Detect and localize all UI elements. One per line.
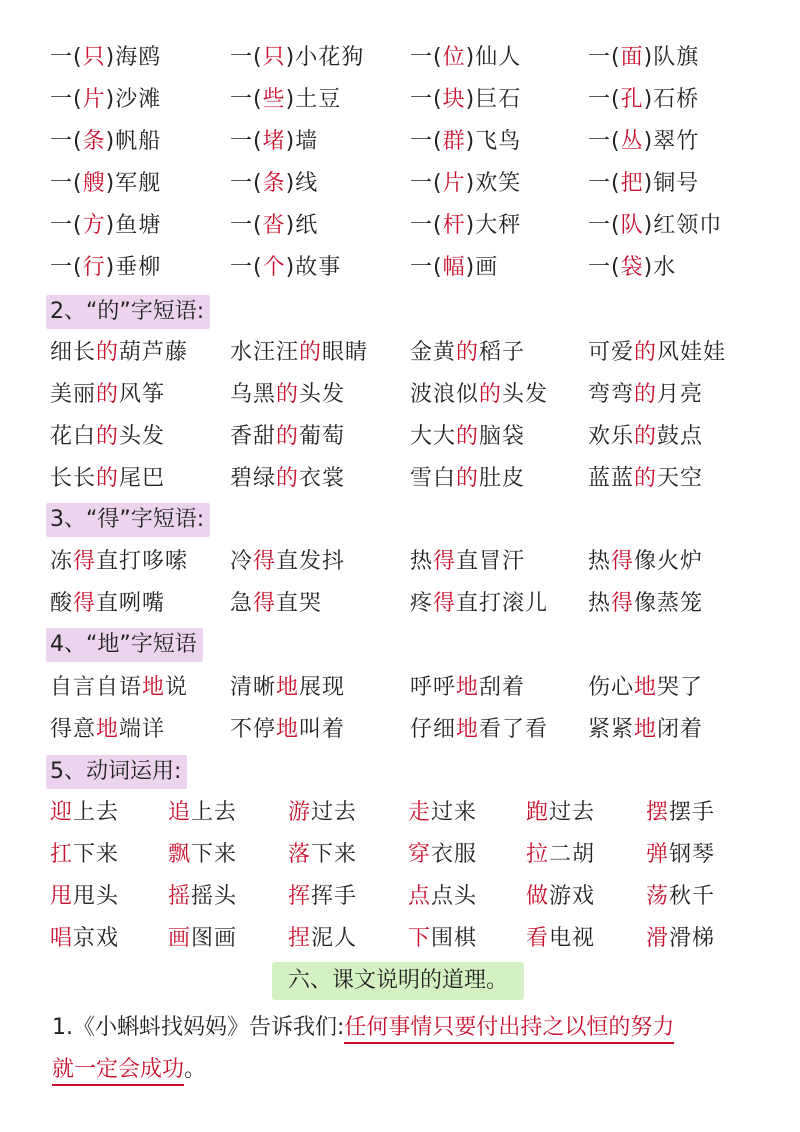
phrase-row (0, 542, 800, 582)
phrase-item: 热得像蒸笼 (588, 591, 704, 616)
verb-item: 游过去 (288, 800, 358, 825)
verb-item: 荡秋千 (646, 884, 716, 909)
phrase-item: 仔细地看了看 (410, 717, 549, 742)
phrase-item: 冷得直发抖 (230, 549, 346, 574)
section-heading-dei: 3、“得”字短语: (46, 503, 210, 537)
section-banner-lessons: 六、课文说明的道理。 (272, 962, 524, 1000)
phrase-row (0, 417, 800, 457)
phrase-item: 一(杆)大秤 (410, 213, 522, 238)
phrase-item: 急得直哭 (230, 591, 323, 616)
phrase-item: 一(只)小花狗 (230, 45, 365, 70)
verb-item: 摇摇头 (168, 884, 238, 909)
phrase-row (0, 668, 800, 708)
verb-row (0, 877, 800, 917)
phrase-item: 一(片)欢笑 (410, 171, 522, 196)
phrase-item: 冻得直打哆嗦 (50, 549, 189, 574)
phrase-item: 一(行)垂柳 (50, 255, 162, 280)
verb-item: 滑滑梯 (646, 926, 716, 951)
lesson-answer-continued: 就一定会成功 (52, 1057, 184, 1086)
lesson-suffix: 。 (184, 1057, 207, 1082)
phrase-item: 自言自语地说 (50, 675, 189, 700)
verb-row (0, 919, 800, 959)
phrase-item: 细长的葫芦藤 (50, 340, 189, 365)
phrase-item: 蓝蓝的天空 (588, 466, 704, 491)
lesson-answer: 任何事情只要付出持之以恒的努力 (344, 1015, 674, 1044)
phrase-item: 美丽的风筝 (50, 382, 166, 407)
phrase-item: 酸得直咧嘴 (50, 591, 166, 616)
phrase-item: 一(方)鱼塘 (50, 213, 162, 238)
phrase-row (0, 459, 800, 499)
phrase-item: 疼得直打滚儿 (410, 591, 549, 616)
phrase-item: 一(丛)翠竹 (588, 129, 700, 154)
phrase-item: 欢乐的鼓点 (588, 424, 704, 449)
phrase-item: 一(群)飞鸟 (410, 129, 522, 154)
phrase-item: 弯弯的月亮 (588, 382, 704, 407)
verb-row (0, 835, 800, 875)
phrase-item: 一(孔)石桥 (588, 87, 700, 112)
phrase-item: 花白的头发 (50, 424, 166, 449)
verb-item: 拉二胡 (526, 842, 596, 867)
verb-item: 看电视 (526, 926, 596, 951)
phrase-item: 一(个)故事 (230, 255, 342, 280)
verb-item: 穿衣服 (408, 842, 478, 867)
phrase-item: 热得直冒汗 (410, 549, 526, 574)
phrase-item: 大大的脑袋 (410, 424, 526, 449)
lesson-line-continued (52, 1050, 206, 1090)
phrase-item: 一(面)队旗 (588, 45, 700, 70)
section-heading-de: 2、“的”字短语: (46, 295, 210, 329)
phrase-item: 波浪似的头发 (410, 382, 549, 407)
phrase-row (0, 710, 800, 750)
verb-item: 点点头 (408, 884, 478, 909)
verb-item: 摆摆手 (646, 800, 716, 825)
phrase-item: 香甜的葡萄 (230, 424, 346, 449)
phrase-item: 不停地叫着 (230, 717, 346, 742)
verb-item: 飘下来 (168, 842, 238, 867)
lesson-line (52, 1008, 674, 1048)
phrase-item: 一(幅)画 (410, 255, 499, 280)
phrase-item: 紧紧地闭着 (588, 717, 704, 742)
section-heading-di: 4、“地”字短语 (46, 628, 203, 662)
phrase-item: 一(只)海鸥 (50, 45, 162, 70)
verb-item: 捏泥人 (288, 926, 358, 951)
verb-item: 落下来 (288, 842, 358, 867)
phrase-item: 一(条)帆船 (50, 129, 162, 154)
verb-item: 做游戏 (526, 884, 596, 909)
verb-item: 弹钢琴 (646, 842, 716, 867)
phrase-item: 一(沓)纸 (230, 213, 319, 238)
verb-item: 唱京戏 (50, 926, 120, 951)
phrase-item: 可爱的风娃娃 (588, 340, 727, 365)
verb-item: 迎上去 (50, 800, 120, 825)
phrase-item: 一(条)线 (230, 171, 319, 196)
phrase-item: 热得像火炉 (588, 549, 704, 574)
phrase-item: 碧绿的衣裳 (230, 466, 346, 491)
measure-row (0, 248, 800, 288)
verb-item: 下围棋 (408, 926, 478, 951)
phrase-row (0, 375, 800, 415)
phrase-item: 长长的尾巴 (50, 466, 166, 491)
verb-item: 挥挥手 (288, 884, 358, 909)
verb-item: 画图画 (168, 926, 238, 951)
phrase-row (0, 584, 800, 624)
verb-item: 追上去 (168, 800, 238, 825)
phrase-item: 一(队)红领巾 (588, 213, 723, 238)
measure-row (0, 122, 800, 162)
phrase-item: 呼呼地刮着 (410, 675, 526, 700)
phrase-item: 一(片)沙滩 (50, 87, 162, 112)
phrase-item: 雪白的肚皮 (410, 466, 526, 491)
phrase-item: 一(堵)墙 (230, 129, 319, 154)
verb-item: 走过来 (408, 800, 478, 825)
phrase-item: 乌黑的头发 (230, 382, 346, 407)
phrase-item: 伤心地哭了 (588, 675, 704, 700)
lesson-prefix: 1.《小蝌蚪找妈妈》告诉我们: (52, 1015, 345, 1040)
measure-row (0, 38, 800, 78)
measure-row (0, 164, 800, 204)
phrase-item: 一(些)土豆 (230, 87, 342, 112)
verb-item: 甩甩头 (50, 884, 120, 909)
phrase-item: 一(位)仙人 (410, 45, 522, 70)
verb-item: 扛下来 (50, 842, 120, 867)
section-heading-verbs: 5、动词运用: (46, 755, 187, 789)
phrase-item: 清晰地展现 (230, 675, 346, 700)
measure-row (0, 206, 800, 246)
phrase-item: 金黄的稻子 (410, 340, 526, 365)
measure-row (0, 80, 800, 120)
verb-item: 跑过去 (526, 800, 596, 825)
phrase-item: 水汪汪的眼睛 (230, 340, 369, 365)
phrase-item: 得意地端详 (50, 717, 166, 742)
phrase-item: 一(块)巨石 (410, 87, 522, 112)
phrase-item: 一(艘)军舰 (50, 171, 162, 196)
verb-row (0, 793, 800, 833)
phrase-item: 一(把)铜号 (588, 171, 700, 196)
phrase-item: 一(袋)水 (588, 255, 677, 280)
phrase-row (0, 333, 800, 373)
